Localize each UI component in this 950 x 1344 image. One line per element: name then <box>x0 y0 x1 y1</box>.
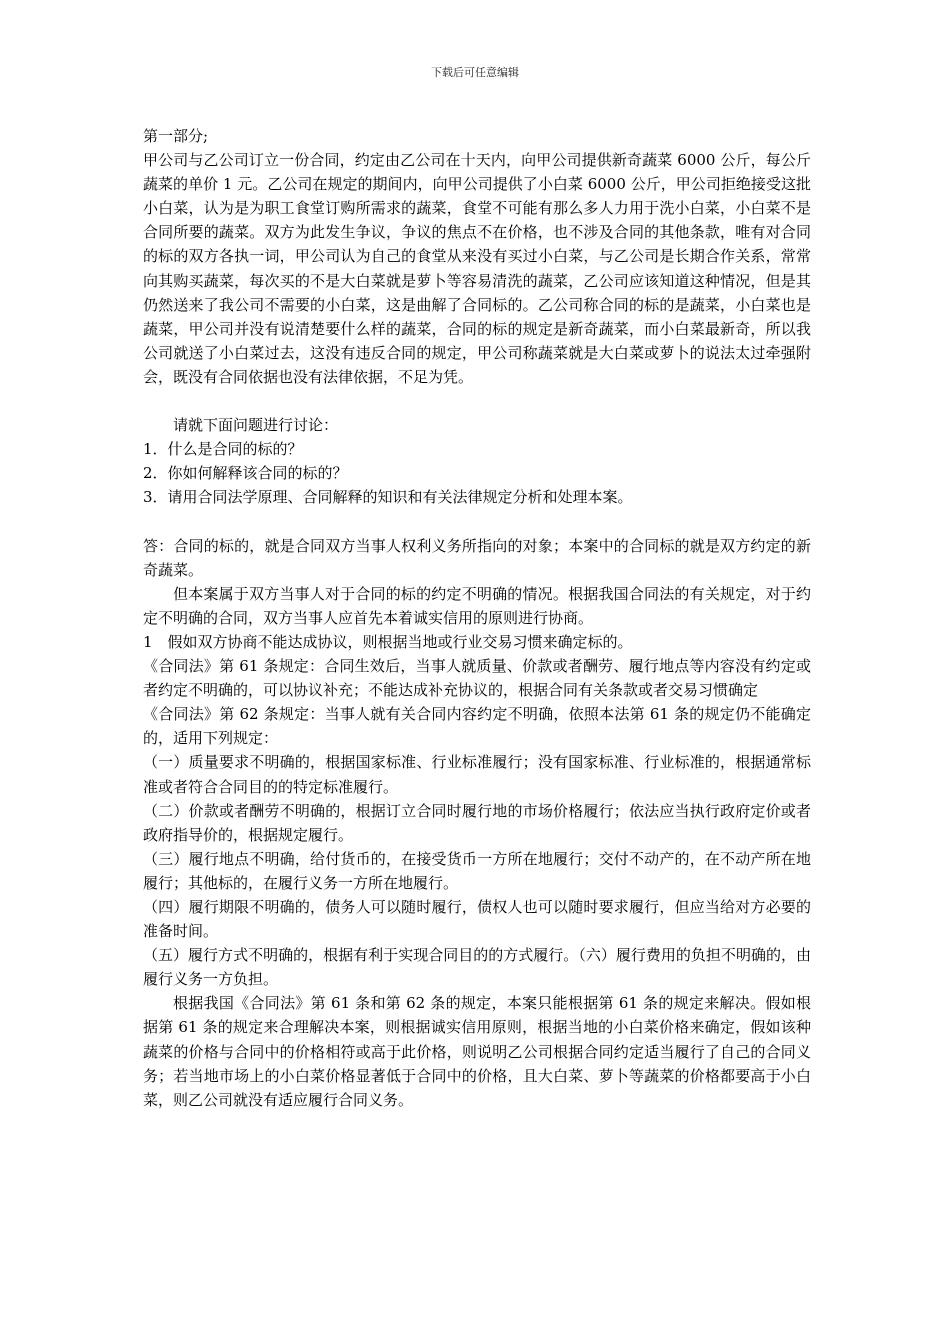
page-header: 下载后可任意编辑 <box>431 66 519 79</box>
article-62-item-1: （一）质量要求不明确的，根据国家标准、行业标准履行；没有国家标准、行业标准的，根据通常标准或者符合合同目的的特定标准履行。 <box>143 753 811 796</box>
question-item-3: 3．请用合同法学原理、合同解释的知识和有关法律规定分析和处理本案。 <box>143 488 633 507</box>
document-body <box>143 124 811 1112</box>
article-62-item-4: （四）履行期限不明确的，债务人可以随时履行，债权人也可以随时要求履行，但应当给对方必要的准备时间。 <box>143 898 811 941</box>
blank-line <box>143 389 811 413</box>
part-title: 第一部分; <box>143 127 209 145</box>
article-62-item-3: （三）履行地点不明确，给付货币的，在接受货币一方所在地履行；交付不动产的，在不动产所在地履行；其他标的，在履行义务一方所在地履行。 <box>143 849 811 892</box>
article-62: 《合同法》第 62 条规定：当事人就有关合同内容约定不明确，依照本法第 61 条的规定仍不能确定的，适用下列规定： <box>143 705 811 748</box>
blank-line <box>143 510 811 534</box>
questions-intro: 请就下面问题进行讨论： <box>173 416 339 435</box>
question-item-2: 2．你如何解释该合同的标的？ <box>143 464 348 483</box>
article-62-item-2: （二）价款或者酬劳不明确的，根据订立合同时履行地的市场价格履行；依法应当执行政府定价或者政府指导价的，根据规定履行。 <box>143 801 811 844</box>
answer-paragraph-1: 答：合同的标的，就是合同双方当事人权利义务所指向的对象；本案中的合同标的就是双方约定的新奇蔬菜。 <box>143 536 811 579</box>
question-item-1: 1．什么是合同的标的？ <box>143 440 303 459</box>
answer-paragraph-3: 1 假如双方协商不能达成协议，则根据当地或行业交易习惯来确定标的。 <box>143 632 633 651</box>
conclusion-paragraph: 根据我国《合同法》第 61 条和第 62 条的规定，本案只能根据第 61 条的规定来解决。假如根据第 61 条的规定来合理解决本案，则根据诚实信用原则，根据当地的小白菜价格来确定，假如该种蔬菜的价格与合同中的价格相符或高于此价格，则说明乙公司根据合同约定适当履行了自己的合同义务；若当地市场上的小白菜价格显著低于合同中的价格，且大白菜、萝卜等蔬菜的价格都要高于小白菜，则乙公司就没有适应履行合同义务。 <box>143 994 811 1109</box>
case-paragraph: 甲公司与乙公司订立一份合同，约定由乙公司在十天内，向甲公司提供新奇蔬菜 6000 公斤，每公斤蔬菜的单价 1 元。乙公司在规定的期间内，向甲公司提供了小白菜 6000 公斤，甲公司拒绝接受这批小白菜，认为是为职工食堂订购所需求的蔬菜，食堂不可能有那么多人力用于洗小白菜，小白菜不是合同所要的蔬菜。双方为此发生争议，争议的焦点不在价格，也不涉及合同的其他条款，唯有对合同的标的双方各执一词，甲公司认为自己的食堂从来没有买过小白菜，与乙公司是长期合作关系，常常向其购买蔬菜，每次买的不是大白菜就是萝卜等容易清洗的蔬菜，乙公司应该知道这种情况，但是其仍然送来了我公司不需要的小白菜，这是曲解了合同标的。乙公司称合同的标的是蔬菜，小白菜也是蔬菜，甲公司并没有说清楚要什么样的蔬菜，合同的标的规定是新奇蔬菜，而小白菜最新奇，所以我公司就送了小白菜过去，这没有违反合同的规定，甲公司称蔬菜就是大白菜或萝卜的说法太过牵强附会，既没有合同依据也没有法律依据，不足为凭。 <box>143 151 811 386</box>
answer-paragraph-2: 但本案属于双方当事人对于合同的标的约定不明确的情况。根据我国合同法的有关规定，对于约定不明确的合同，双方当事人应首先本着诚实信用的原则进行协商。 <box>143 584 811 627</box>
article-62-item-5-6: （五）履行方式不明确的，根据有利于实现合同目的的方式履行。（六）履行费用的负担不明确的，由履行义务一方负担。 <box>143 946 811 989</box>
article-61: 《合同法》第 61 条规定：合同生效后，当事人就质量、价款或者酬劳、履行地点等内容没有约定或者约定不明确的，可以协议补充；不能达成补充协议的，根据合同有关条款或者交易习惯确定 <box>143 657 811 700</box>
